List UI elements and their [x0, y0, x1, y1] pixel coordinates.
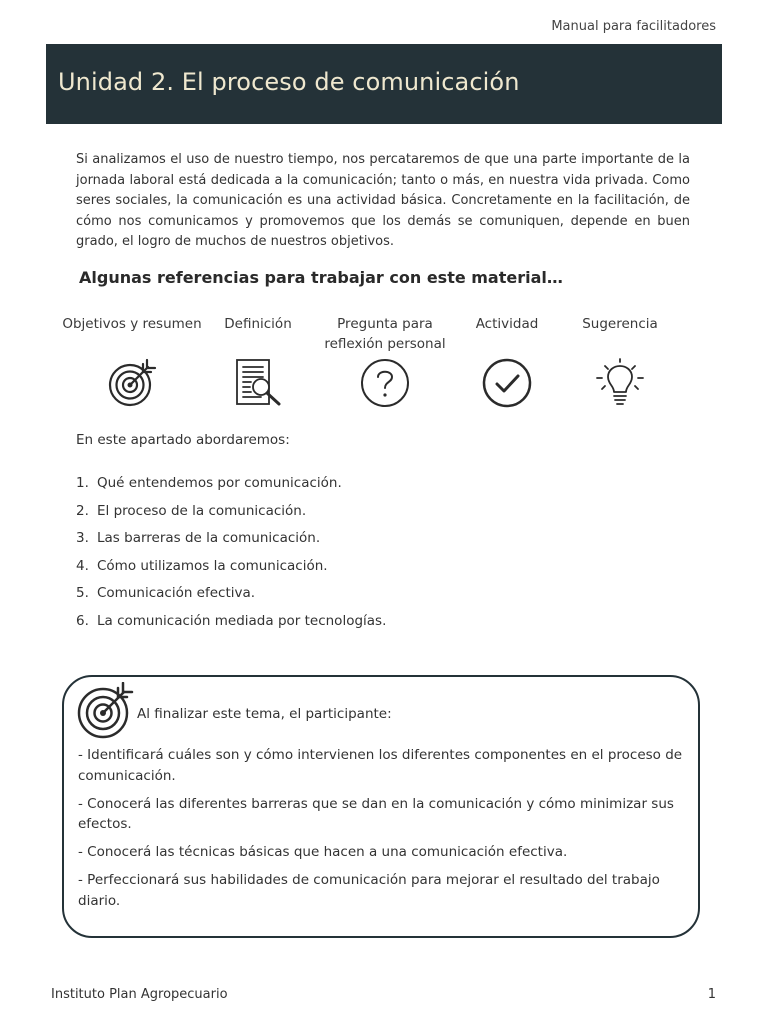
objectives-list	[78, 745, 690, 919]
list-item: - Conocerá las técnicas básicas que hacen a una comunicación efectiva.	[78, 844, 568, 860]
running-header: Manual para facilitadores	[551, 19, 716, 34]
intro-paragraph: Si analizamos el uso de nuestro tiempo, nos percataremos de que una parte importante de la jornada laboral está dedicada a la comunicación; tanto o más, en nuestra vida privada. Como seres sociales, la comunicación es una actividad básica. Concretamente en la facilitación, de cómo nos comunicamos y promovemos que los demás se comuniquen, depende en buen grado, el logro de muchos de nuestros objetivos.	[76, 152, 690, 249]
references-heading: Algunas referencias para trabajar con este material…	[79, 268, 563, 287]
question-circle-icon	[360, 358, 410, 408]
target-arrow-icon	[107, 358, 157, 408]
footer-institution: Instituto Plan Agropecuario	[51, 987, 228, 1002]
list-item: 5. Comunicación efectiva.	[76, 585, 256, 602]
list-item: - Perfeccionará sus habilidades de comunicación para mejorar el resultado del trabajo diario.	[78, 872, 660, 909]
objectives-lead: Al finalizar este tema, el participante:	[137, 706, 392, 722]
list-item: 6. La comunicación mediada por tecnologías.	[76, 612, 387, 629]
list-item: 4. Cómo utilizamos la comunicación.	[76, 557, 328, 574]
title-banner	[46, 44, 722, 124]
target-arrow-icon	[76, 682, 134, 740]
list-item: 2. El proceso de la comunicación.	[76, 502, 307, 519]
legend-label: Sugerencia	[582, 316, 658, 332]
legend-label: Objetivos y resumen	[62, 316, 202, 332]
page-title: Unidad 2. El proceso de comunicación	[58, 68, 520, 96]
legend-item-definition	[188, 314, 328, 354]
legend-label: Pregunta para reflexión personal	[324, 316, 446, 352]
list-item: - Conocerá las diferentes barreras que se dan en la comunicación y cómo minimizar sus efectos.	[78, 795, 674, 832]
legend-label: Definición	[224, 316, 292, 332]
lightbulb-icon	[595, 358, 645, 408]
page-number: 1	[707, 987, 716, 1002]
section-intro: En este apartado abordaremos:	[76, 432, 290, 448]
document-magnifier-icon	[233, 358, 283, 408]
legend-item-question	[315, 314, 455, 354]
check-circle-icon	[482, 358, 532, 408]
list-item: 3. Las barreras de la comunicación.	[76, 530, 321, 547]
icon-legend	[0, 314, 768, 414]
legend-item-suggestion	[550, 314, 690, 354]
legend-item-objectives	[62, 314, 202, 354]
legend-label: Actividad	[475, 316, 539, 332]
list-item: - Identificará cuáles son y cómo intervienen los diferentes componentes en el proceso de comunicación.	[78, 747, 683, 784]
topics-list	[76, 472, 386, 638]
list-item: 1. Qué entendemos por comunicación.	[76, 475, 342, 491]
